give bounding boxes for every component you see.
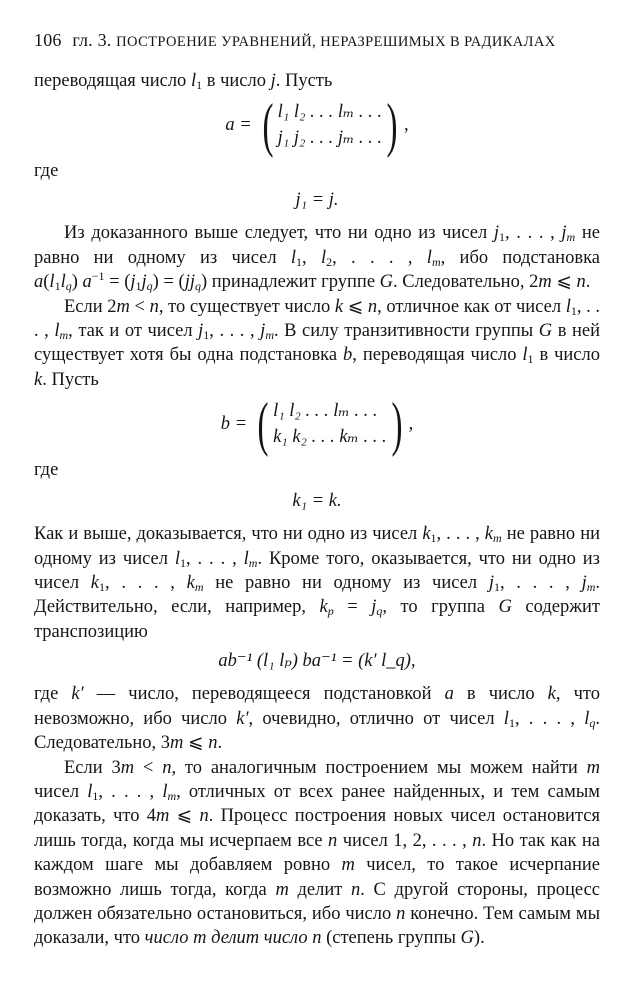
matrix-b-row1: l₁ l₂ . . . lₘ . . . xyxy=(273,401,378,422)
paragraph-4: Как и выше, доказывается, что ни одно из чисел $k_1$, . . . , $k_m$ не равно ни одному из чисел $l_1$, . . . , $l_m$. Кроме того, оказывается, что ни одно из чисел $k_1$, . . . , $k_m$ не равно ни одному из чисел $j_1$, . . . , $j_m$. Действительно, если, например, $k_p = j_q$, то группа G содержит транспозицию xyxy=(34,524,601,642)
paragraph-2: Из доказанного выше следует, что ни одно из чисел $j_1$, . . . , $j_m$ не равно ни одному из чисел $l_1$, $l_2$, . . . , $l_m$, ибо подстановка $a(l_1l_q) a^{-1} = (j_1j_q) = (jj_q)$ принадлежит группе G. Следовательно, 2m ⩽ n. xyxy=(34,223,600,294)
equation-transposition: ab⁻¹ (l₁ lₚ) ba⁻¹ = (k′ l_q), xyxy=(218,651,416,672)
paragraph-1: переводящая число $l_1$ в число j. Пусть xyxy=(34,71,333,92)
where-1: где xyxy=(34,161,59,182)
where-2: где xyxy=(34,460,59,481)
equation-j1: j₁ = j. xyxy=(295,190,339,211)
page xyxy=(34,30,600,951)
page-number: 106 xyxy=(34,30,62,50)
chapter-title: ПОСТРОЕНИЕ УРАВНЕНИЙ, НЕРАЗРЕШИМЫХ В РАДИКАЛАХ xyxy=(116,34,556,50)
paragraph-3: Если 2m < n, то существует число k ⩽ n, отличное как от чисел $l_1$, . . . , $l_m$, так и от чисел $j_1$, . . . , $j_m$. В силу транзитивности группы G в ней существует хотя бы одна подстановка b, переводящая число $l_1$ в число k. Пусть xyxy=(34,296,601,390)
matrix-a: a = ( l₁ l₂ . . . lₘ . . . j₁ j₂ . . . jₘ . . . ) , xyxy=(225,92,409,159)
matrix-a-row2: j₁ j₂ . . . jₘ . . . xyxy=(277,128,383,149)
running-header xyxy=(34,30,600,51)
paragraph-6: Если 3m < n, то аналогичным построением мы можем найти m чисел $l_1$, . . . , $l_m$, отличных от всех ранее найденных, и тем самым доказать, что 4m ⩽ n. Процесс построения новых чисел остановится лишь тогда, когда мы исчерпаем все n чисел 1, 2, . . . , n. Но так как на каждом шаге мы добавляем ровно m чисел, то такое исчерпание возможно лишь тогда, когда m делит n. С другой стороны, процесс должен обязательно остановиться, ибо число n конечно. Тем самым мы доказали, что число m делит число n (степень группы G). xyxy=(34,757,601,949)
matrix-b: b = ( l₁ l₂ . . . lₘ . . . k₁ k₂ . . . kₘ . . . ) , xyxy=(220,391,414,458)
matrix-a-row1: l₁ l₂ . . . lₘ . . . xyxy=(277,102,383,123)
chapter-label: гл. 3. xyxy=(72,30,112,50)
matrix-b-row2: k₁ k₂ . . . kₘ . . . xyxy=(273,427,387,448)
equation-k1: k₁ = k. xyxy=(292,491,342,512)
paragraph-5: где k′ — число, переводящееся подстановкой a в число k, что невозможно, ибо число k′, очевидно, отлично от чисел $l_1$, . . . , $l_q$. Следовательно, 3m ⩽ n. xyxy=(34,684,600,754)
